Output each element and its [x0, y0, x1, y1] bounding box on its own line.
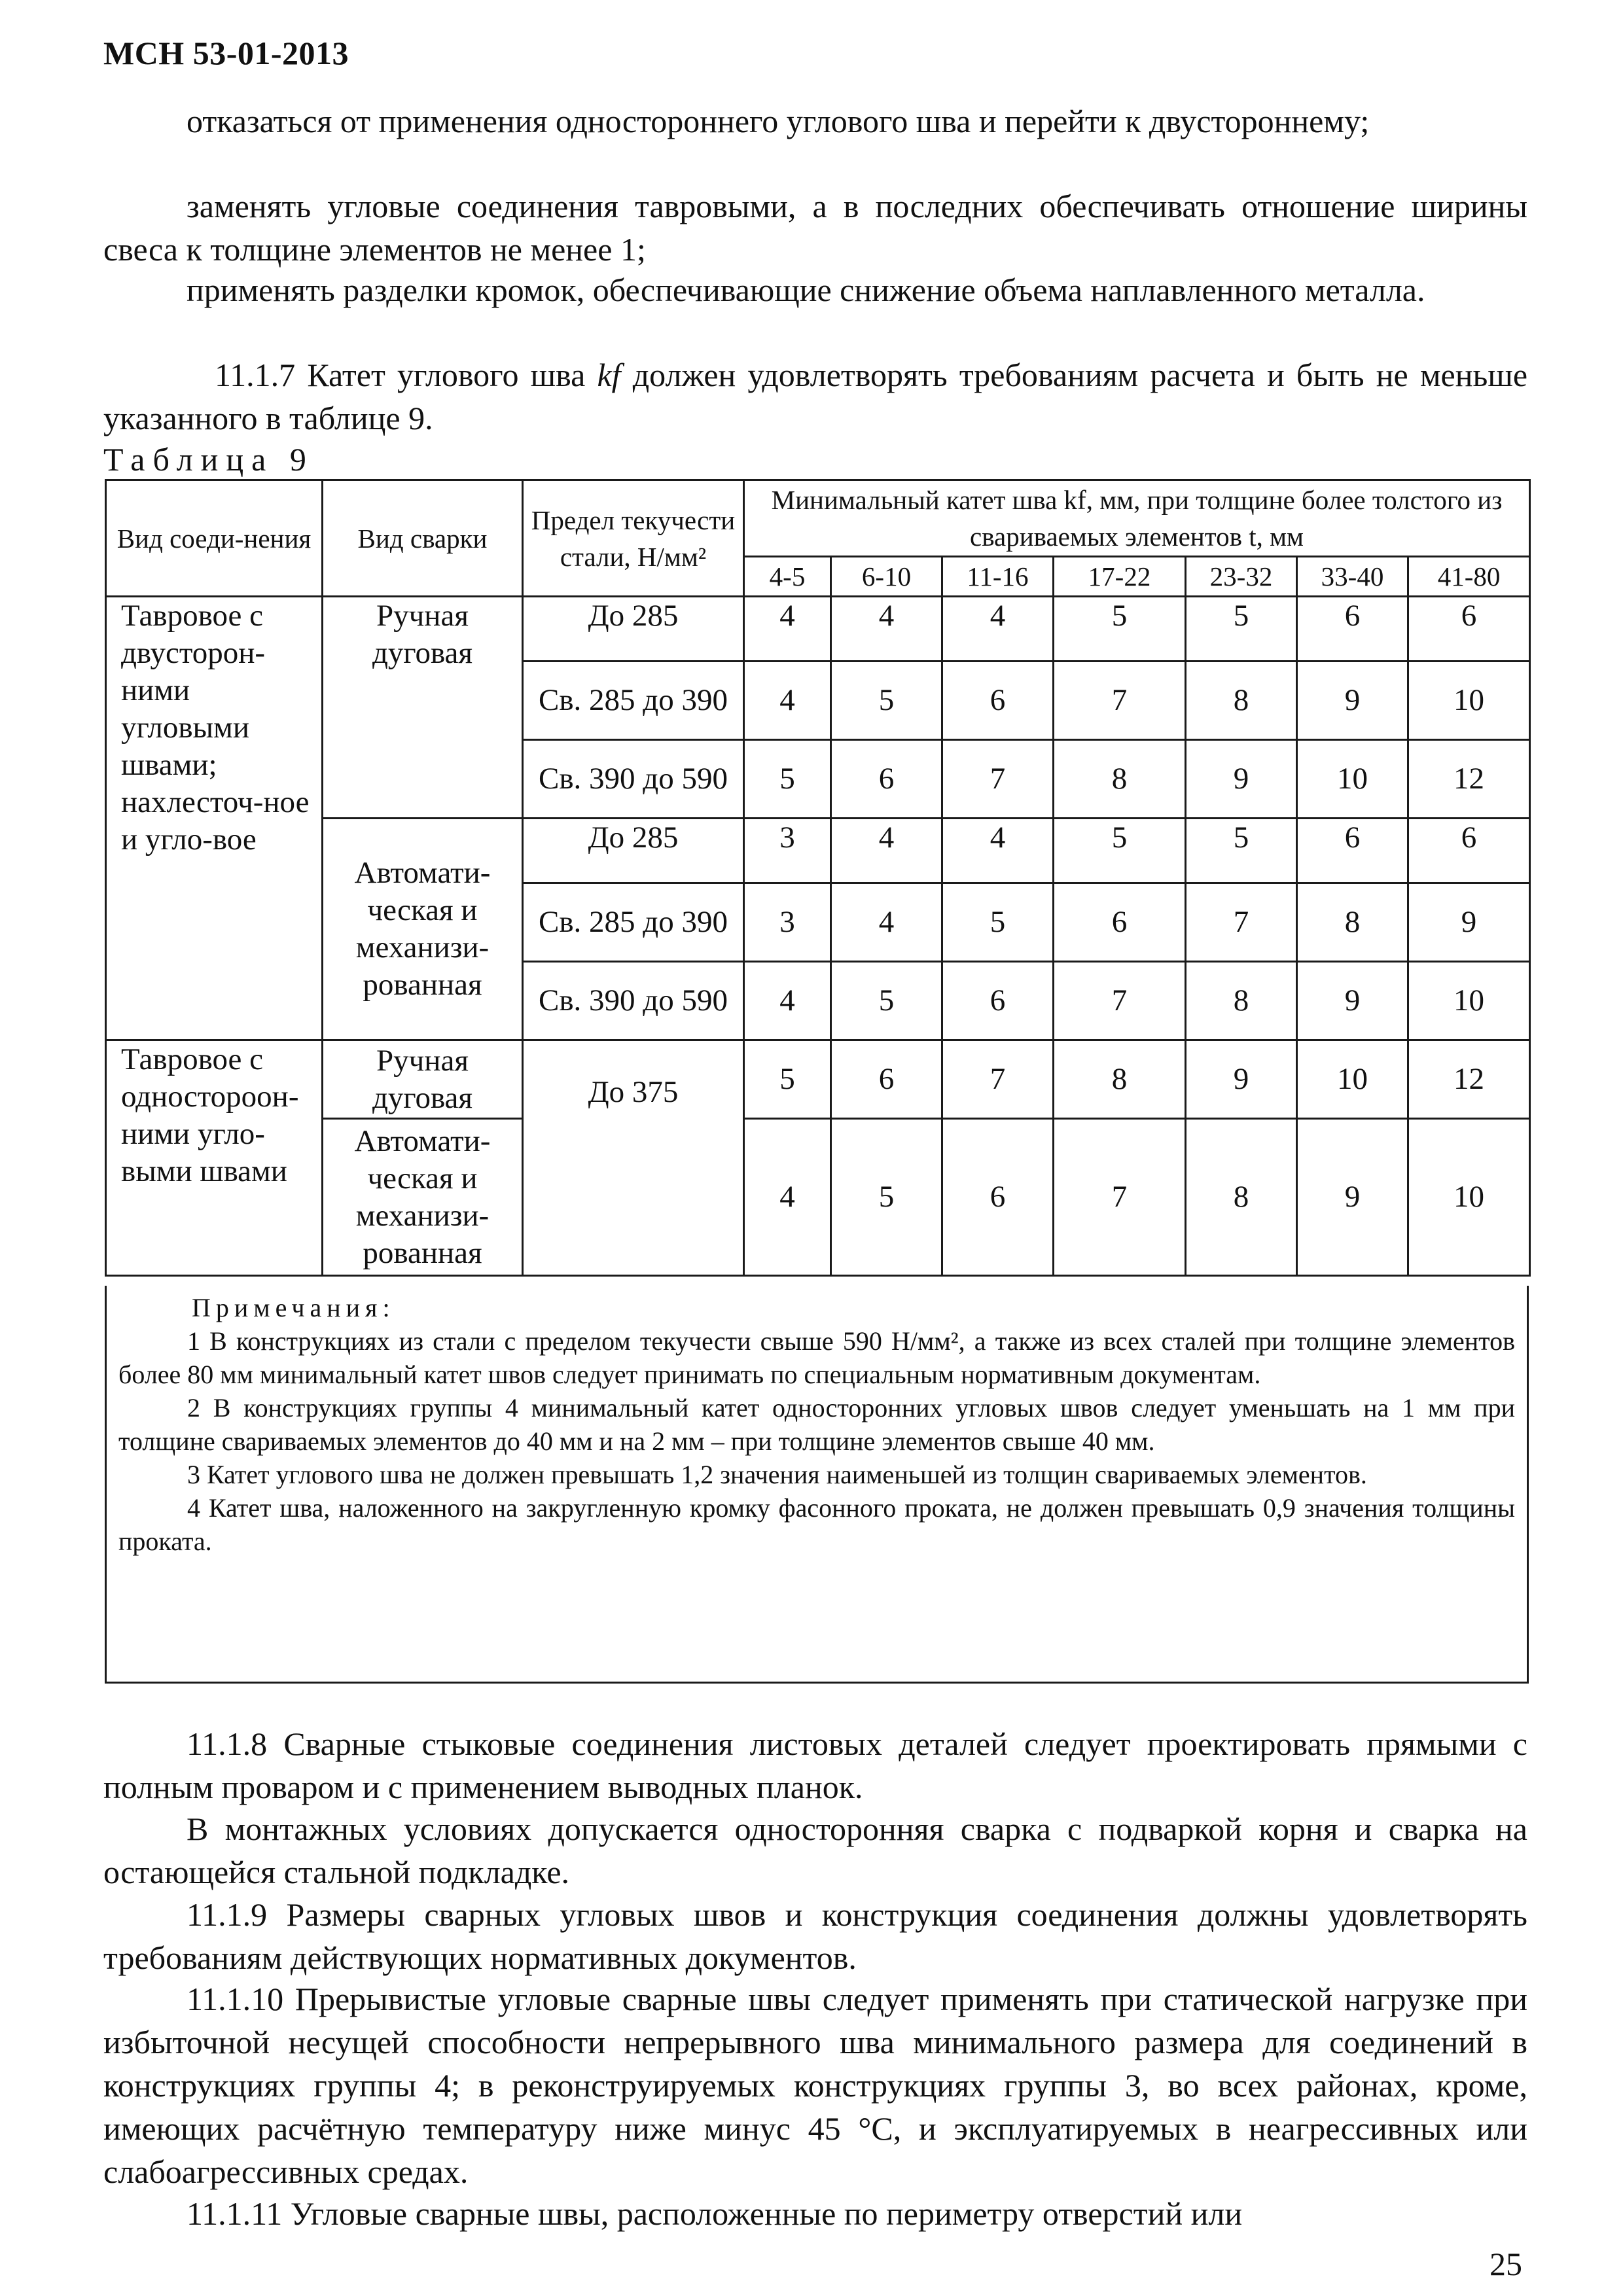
weld-automatic: Автомати-ческая и механизи-рованная	[323, 819, 523, 1040]
table-cell: 3	[744, 819, 831, 883]
table-cell: 5	[831, 662, 942, 740]
joint-double-sided: Тавровое с двусторон-ними угловыми швами; нахлесточ-ное и угло-вое	[106, 597, 323, 1040]
kf-symbol: kf	[597, 357, 621, 393]
clause-11-1-11: 11.1.11 Угловые сварные швы, расположенные по периметру отверстий или	[187, 2195, 1243, 2232]
steel-390-590: Св. 390 до 590	[523, 740, 744, 819]
table-cell: 8	[1186, 662, 1297, 740]
table-9	[105, 479, 1531, 1277]
table-cell: 5	[1186, 597, 1297, 662]
table-cell: 8	[1054, 1040, 1186, 1119]
table-cell: 6	[1408, 597, 1530, 662]
thickness-header: 33-40	[1297, 557, 1408, 597]
table-cell: 8	[1297, 883, 1408, 962]
table-cell: 5	[1054, 819, 1186, 883]
table-cell: 9	[1297, 962, 1408, 1040]
weld-automatic: Автомати-ческая и механизи-рованная	[323, 1119, 523, 1276]
table-cell: 4	[744, 1119, 831, 1276]
steel-upto-375: До 375	[523, 1040, 744, 1276]
table-cell: 5	[831, 962, 942, 1040]
thickness-header: 11-16	[942, 557, 1054, 597]
table-cell: 6	[831, 740, 942, 819]
table-cell: 5	[1186, 819, 1297, 883]
table-cell: 10	[1408, 662, 1530, 740]
steel-390-590: Св. 390 до 590	[523, 962, 744, 1040]
table-cell: 8	[1054, 740, 1186, 819]
clause-11-1-7-text-b: должен удовлетворять требованиям расчета и быть не меньше указанного в таблице 9.	[103, 357, 1528, 436]
joint-single-sided: Тавровое с одностороон-ними угло-выми швами	[106, 1040, 323, 1276]
table-cell: 10	[1297, 740, 1408, 819]
table-cell: 3	[744, 883, 831, 962]
table-cell: 6	[1297, 597, 1408, 662]
note-3: 3 Катет углового шва не должен превышать 1,2 значения наименьшей из толщин свариваемых элементов.	[187, 1460, 1367, 1489]
intro-paragraph-3: применять разделки кромок, обеспечивающие снижение объема наплавленного металла.	[187, 272, 1425, 308]
table-cell: 6	[1408, 819, 1530, 883]
clause-11-1-7	[103, 353, 1527, 440]
table-cell: 5	[744, 1040, 831, 1119]
header-weld-type: Вид сварки	[323, 480, 523, 597]
table-notes	[105, 1286, 1529, 1684]
document-code-header: МСН 53-01-2013	[103, 35, 349, 71]
thickness-header: 23-32	[1186, 557, 1297, 597]
table-cell: 6	[831, 1040, 942, 1119]
table-cell: 7	[942, 740, 1054, 819]
table-cell: 5	[942, 883, 1054, 962]
thickness-header: 17-22	[1054, 557, 1186, 597]
table-caption: Таблица 9	[103, 441, 314, 478]
table-cell: 4	[831, 883, 942, 962]
page-number: 25	[1489, 2246, 1522, 2282]
table-cell: 4	[831, 819, 942, 883]
table-cell: 9	[1408, 883, 1530, 962]
thickness-header: 4-5	[744, 557, 831, 597]
table-cell: 10	[1408, 1119, 1530, 1276]
table-cell: 12	[1408, 1040, 1530, 1119]
table-cell: 6	[942, 1119, 1054, 1276]
table-cell: 4	[744, 962, 831, 1040]
table-cell: 6	[1297, 819, 1408, 883]
table-cell: 6	[942, 962, 1054, 1040]
table-cell: 9	[1186, 740, 1297, 819]
intro-paragraph-1: отказаться от применения одностороннего углового шва и перейти к двустороннему;	[187, 103, 1370, 139]
table-cell: 5	[744, 740, 831, 819]
notes-title: Примечания:	[192, 1293, 395, 1322]
thickness-header: 6-10	[831, 557, 942, 597]
table-cell: 4	[942, 597, 1054, 662]
steel-upto-285: До 285	[523, 597, 744, 662]
table-cell: 7	[942, 1040, 1054, 1119]
table-cell: 4	[744, 597, 831, 662]
table-cell: 7	[1054, 1119, 1186, 1276]
thickness-header: 41-80	[1408, 557, 1530, 597]
note-2: 2 В конструкциях группы 4 минимальный катет односторонних угловых швов следует уменьшать на 1 мм при толщине свариваемых элементов до 40 мм и на 2 мм – при толщине элементов свыше 40 мм.	[118, 1393, 1515, 1456]
table-cell: 6	[1054, 883, 1186, 962]
note-4: 4 Катет шва, наложенного на закругленную кромку фасонного проката, не должен превышать 0,9 значения толщины проката.	[118, 1493, 1515, 1556]
steel-285-390: Св. 285 до 390	[523, 883, 744, 962]
table-cell: 4	[942, 819, 1054, 883]
table-cell: 10	[1408, 962, 1530, 1040]
table-cell: 8	[1186, 962, 1297, 1040]
intro-paragraph-2: заменять угловые соединения тавровыми, а в последних обеспечивать отношение ширины свеса к толщине элементов не менее 1;	[103, 188, 1527, 268]
table-cell: 4	[744, 662, 831, 740]
table-cell: 7	[1186, 883, 1297, 962]
table-cell: 8	[1186, 1119, 1297, 1276]
table-cell: 9	[1297, 1119, 1408, 1276]
steel-285-390: Св. 285 до 390	[523, 662, 744, 740]
table-cell: 5	[1054, 597, 1186, 662]
table-cell: 9	[1297, 662, 1408, 740]
clause-11-1-8: 11.1.8 Сварные стыковые соединения листовых деталей следует проектировать прямыми с полным проваром и с применением выводных планок.	[103, 1725, 1527, 1805]
note-1: 1 В конструкциях из стали с пределом текучести свыше 590 Н/мм², а также из всех сталей при толщине элементов более 80 мм минимальный катет швов следует принимать по специальным нормативным документам.	[118, 1326, 1515, 1389]
table-cell: 9	[1186, 1040, 1297, 1119]
steel-upto-285: До 285	[523, 819, 744, 883]
table-cell: 12	[1408, 740, 1530, 819]
table-cell: 6	[942, 662, 1054, 740]
table-cell: 5	[831, 1119, 942, 1276]
clause-11-1-8-continued: В монтажных условиях допускается односторонняя сварка с подваркой корня и сварка на остающейся стальной подкладке.	[103, 1810, 1527, 1890]
clause-11-1-10: 11.1.10 Прерывистые угловые сварные швы следует применять при статической нагрузке при избыточной несущей способности непрерывного шва минимального размера для соединений в конструкциях группы 4; в реконструируемых конструкциях группы 3, во всех районах, кроме, имеющих расчётную температуру ниже минус 45 °С, и эксплуатируемых в неагрессивных или слабоагрессивных средах.	[103, 1981, 1527, 2190]
weld-manual-arc: Ручная дуговая	[323, 1040, 523, 1119]
header-steel-yield: Предел текучести стали, Н/мм²	[523, 480, 744, 597]
header-joint-type: Вид соеди-нения	[106, 480, 323, 597]
table-cell: 10	[1297, 1040, 1408, 1119]
clause-11-1-7-text-a: 11.1.7 Катет углового шва	[215, 357, 597, 393]
table-cell: 7	[1054, 662, 1186, 740]
table-cell: 4	[831, 597, 942, 662]
weld-manual-arc: Ручная дуговая	[323, 597, 523, 819]
table-cell: 7	[1054, 962, 1186, 1040]
header-min-leg-group: Минимальный катет шва kf, мм, при толщине более толстого из свариваемых элементов t, мм	[744, 480, 1530, 557]
clause-11-1-9: 11.1.9 Размеры сварных угловых швов и конструкция соединения должны удовлетворять требованиям действующих нормативных документов.	[103, 1896, 1527, 1976]
